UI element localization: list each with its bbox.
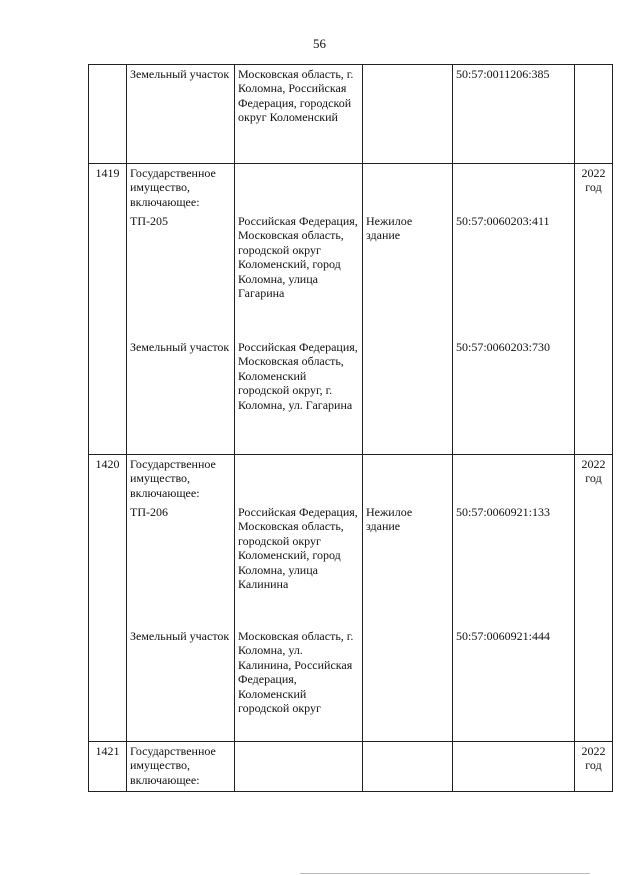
object-name: ТП-205 [130,214,168,228]
cadastral-cell [453,742,575,792]
year-cell [575,65,613,164]
object-address [238,457,359,505]
year-cell: 2022 год [575,164,613,455]
cadastral-cell [453,455,575,742]
object-name: ТП-206 [130,505,168,519]
object-purpose: Нежилое здание [366,214,413,243]
year-cell: 2022 год [575,742,613,792]
object-name: Государственное имущество, включающее: [130,744,216,787]
property-registry-table [88,64,613,792]
object-name-cell [127,742,235,792]
purpose-cell [363,742,453,792]
cadastral-number: 50:57:0060921:444 [456,629,551,643]
object-address: Российская Федерация, Московская область, городской округ Коломенский, город Коломна, улица Калинина [238,505,358,592]
purpose-cell [363,455,453,742]
cadastral-number: 50:57:0060921:133 [456,505,551,519]
address-cell [235,164,363,455]
object-name: Государственное имущество, включающее: [130,457,216,500]
row-number [89,65,127,164]
object-address: Московская область, г. Коломна, Российская Федерация, городской округ Коломенский [238,67,354,125]
cadastral-number: 50:57:0060203:411 [456,214,550,228]
address-cell [235,455,363,742]
cadastral-number [456,457,571,505]
object-address [238,166,359,214]
object-name: Земельный участок [130,67,230,81]
row-number: 1421 [89,742,127,792]
object-address: Российская Федерация, Московская область, Коломенский городской округ, г. Коломна, ул. Гагарина [238,340,358,412]
cadastral-number: 50:57:0011206:385 [456,67,550,81]
page-bottom-rule [300,873,590,874]
object-address: Московская область, г. Коломна, ул. Калинина, Российская Федерация, Коломенский городской округ [238,629,354,716]
purpose-cell [363,164,453,455]
cadastral-cell [453,65,575,164]
cadastral-number: 50:57:0060203:730 [456,340,551,354]
address-cell [235,65,363,164]
object-address: Российская Федерация, Московская область, городской округ Коломенский, город Коломна, улица Гагарина [238,214,358,301]
object-purpose [366,457,449,505]
object-name: Земельный участок [130,629,230,643]
cadastral-cell [453,164,575,455]
object-name: Государственное имущество, включающее: [130,166,216,209]
object-name-cell [127,65,235,164]
object-name-cell [127,455,235,742]
page-number: 56 [313,36,326,51]
object-purpose: Нежилое здание [366,505,413,534]
cadastral-number [456,166,571,214]
year-cell: 2022 год [575,455,613,742]
row-number: 1419 [89,164,127,455]
address-cell [235,742,363,792]
table-row [89,164,613,455]
table-row [89,742,613,792]
row-number: 1420 [89,455,127,742]
table-row [89,65,613,164]
object-name: Земельный участок [130,340,230,354]
purpose-cell [363,65,453,164]
object-purpose [366,166,449,214]
object-name-cell [127,164,235,455]
table-row [89,455,613,742]
